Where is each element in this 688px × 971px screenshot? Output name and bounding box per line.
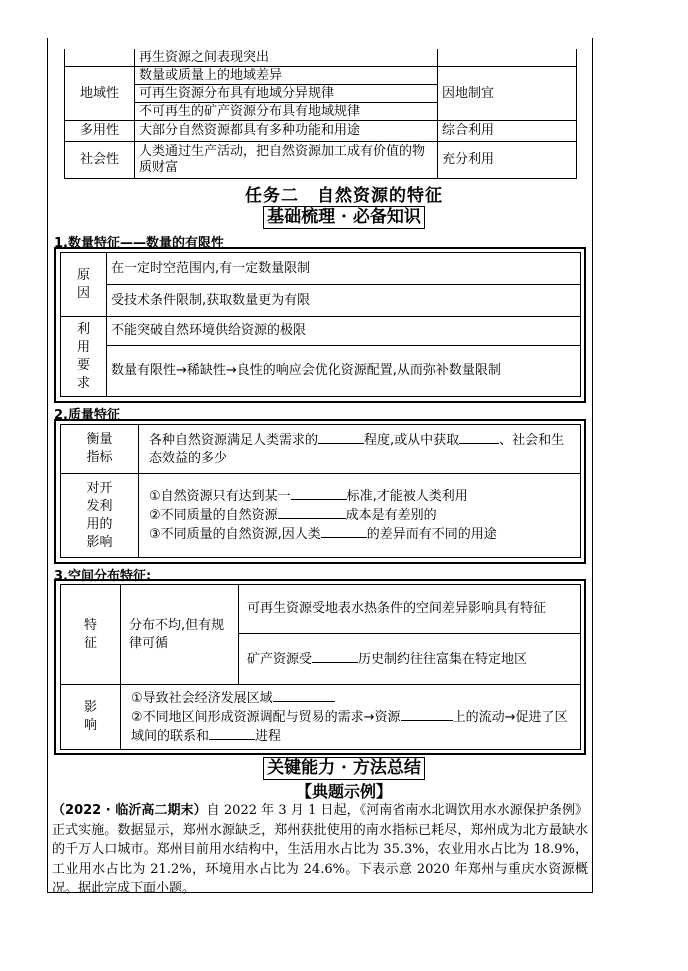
s2-box: [54, 419, 586, 564]
social-method: 充分利用: [438, 142, 577, 179]
table-row: [65, 49, 577, 67]
regional-item: 可再生资源分布具有地域分异规律: [135, 85, 438, 103]
table-row: [65, 121, 577, 142]
social-text: 人类通过生产活动，把自然资源加工成有价值的物质财富: [135, 142, 438, 179]
s3-impact-label: 影 响: [61, 685, 121, 750]
s2-heading: 2.质量特征: [54, 408, 120, 423]
s1-use-item: 不能突破自然环境供给资源的极限: [107, 317, 581, 346]
table-row: [61, 346, 581, 397]
row0-method: [438, 49, 577, 67]
s3-table: [60, 584, 581, 750]
s1-box: [54, 247, 586, 403]
social-label: 社会性: [65, 142, 135, 179]
example-title: 【典题示例】: [295, 782, 392, 801]
row0-text: 再生资源之间表现突出: [135, 49, 438, 67]
section-key-title: 关键能力 · 方法总结: [263, 757, 425, 780]
s3-feature-1: 可再生资源受地表水热条件的空间差异影响具有特征: [239, 585, 581, 634]
answer-blank[interactable]: [278, 506, 346, 519]
example-paragraph: [52, 801, 588, 899]
s3-feature-mid: 分布不均,但有规律可循: [121, 585, 239, 685]
s3-feature-2: 矿产资源受 历史制约往往富集在特定地区: [239, 634, 581, 685]
answer-blank[interactable]: [291, 487, 347, 500]
table-row: [61, 285, 581, 317]
example-source: （2022 · 临沂高二期末）: [52, 803, 207, 818]
s1-use-label: 利 用 要 求: [61, 317, 107, 397]
regional-item: 不可再生的矿产资源分布具有地域规律: [135, 103, 438, 121]
answer-blank[interactable]: [318, 431, 364, 444]
table-row: [65, 142, 577, 179]
table-row: [61, 253, 581, 285]
s3-feature-label: 特 征: [61, 585, 121, 685]
s2-table: [60, 424, 581, 558]
s1-use-item: 数量有限性→稀缺性→良性的响应会优化资源配置,从而弥补数量限制: [107, 346, 581, 397]
s2-measure-text: 各种自然资源满足人类需求的 程度,或从中获取 、社会和生态效益的多少: [139, 425, 581, 474]
task-title: 任务二 自然资源的特征: [245, 186, 443, 206]
table-row: [61, 585, 581, 634]
s3-heading: 3.空间分布特征:: [54, 569, 152, 584]
s2-measure-label: 衡量 指标: [61, 425, 139, 474]
multi-method: 综合利用: [438, 121, 577, 142]
multi-label: 多用性: [65, 121, 135, 142]
table-row: [61, 317, 581, 346]
answer-blank[interactable]: [321, 525, 367, 538]
answer-blank[interactable]: [312, 650, 358, 663]
table-row: [65, 67, 577, 85]
s1-reason-item: 受技术条件限制,获取数量更为有限: [107, 285, 581, 317]
regional-label: 地域性: [65, 67, 135, 121]
regional-item: 数量或质量上的地域差异: [135, 67, 438, 85]
s1-reason-item: 在一定时空范围内,有一定数量限制: [107, 253, 581, 285]
s2-impact-text: ①自然资源只有达到某一 标准,才能被人类利用 ②不同质量的自然资源 成本是有差别的 ③不同质量的自然资源,因人类 的差异而有不同的用途: [139, 474, 581, 558]
s1-heading: 1.数量特征——数量的有限性: [54, 236, 224, 251]
example-text: 自 2022 年 3 月 1 日起，《河南省南水北调饮用水水源保护条例》正式实施。数据显示，郑州水源缺乏，郑州获批使用的南水指标已耗尽，郑州成为北方最缺水的千万人口城市。郑州目前用水结构中，生活用水占比为 35.3%，农业用水占比为 18.9%，工业用水占比为 21.2%，环境用水占比为 24.6%。下表示意 2020 年郑州与重庆水资源概况。据此完成下面小题。: [52, 803, 588, 896]
s1-reason-label: 原 因: [61, 253, 107, 317]
answer-blank[interactable]: [459, 431, 499, 444]
s1-table: [60, 252, 581, 397]
s3-impact-text: ①导致社会经济发展区域 ②不同地区间形成资源调配与贸易的需求→资源 上的流动→促进了区域间的联系和 进程: [121, 685, 581, 750]
section-basic-title: 基础梳理 · 必备知识: [263, 206, 425, 229]
table-row: [61, 685, 581, 750]
s3-box: [54, 579, 586, 755]
s2-impact-label: 对开 发利 用的 影响: [61, 474, 139, 558]
answer-blank[interactable]: [209, 727, 255, 740]
regional-method: 因地制宜: [438, 67, 577, 121]
resource-attribute-table: [64, 49, 577, 179]
table-row: [61, 474, 581, 558]
multi-text: 大部分自然资源都具有多种功能和用途: [135, 121, 438, 142]
answer-blank[interactable]: [401, 708, 453, 721]
answer-blank[interactable]: [273, 689, 335, 702]
table-row: [61, 425, 581, 474]
